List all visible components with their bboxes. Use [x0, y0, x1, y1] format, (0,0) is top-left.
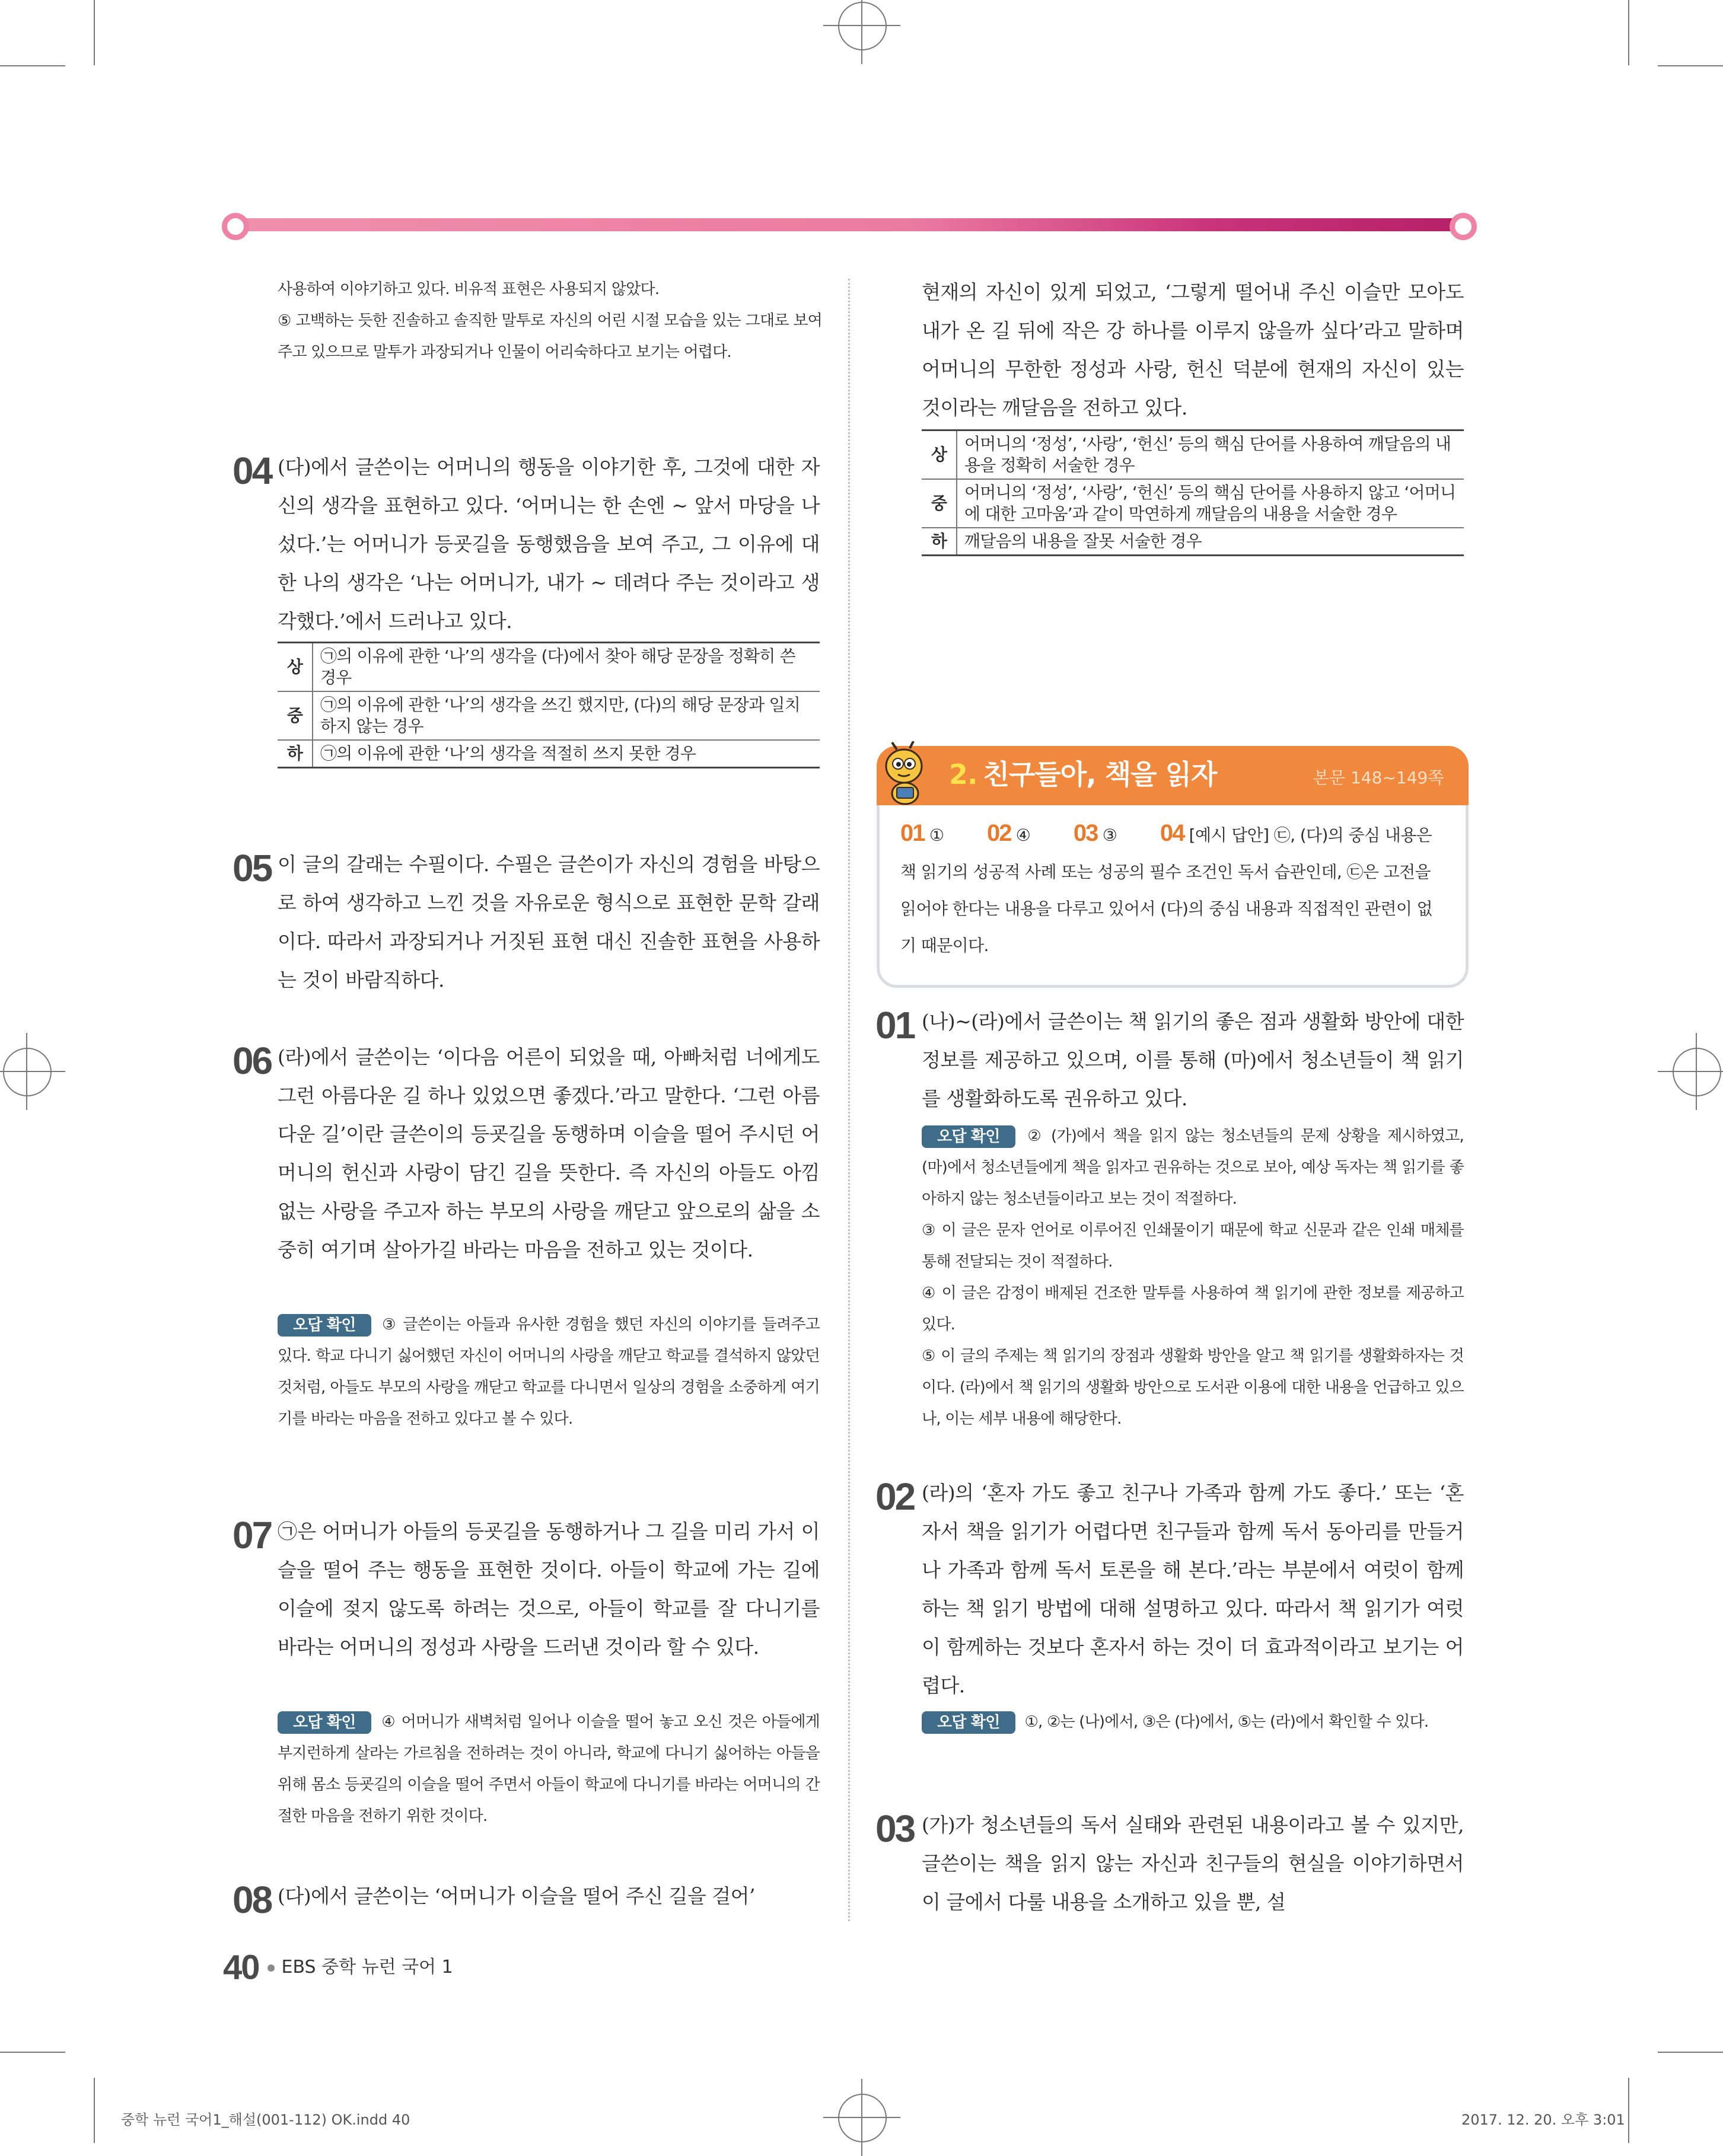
wrong-answer-text: ③ 글쓴이는 아들과 유사한 경험을 했던 자신의 이야기를 들려주고 있다. 학교 다니기 싫어했던 자신이 어머니의 사랑을 깨닫고 학교를 결석하지 않았던 것처럼, 아들도 부모의 사랑을 깨닫고 학교를 다니면서 일상의 경험을 소중하게 여기기를 바라는 마음을 전하고 있다고 볼 수 있다. — [278, 1316, 820, 1428]
answer-key-value: ① — [929, 825, 944, 845]
answer-text-06: (라)에서 글쓴이는 ‘이다음 어른이 되었을 때, 아빠처럼 너에게도 그런 아름다운 길 하나 있었으면 좋겠다.’라고 말한다. ‘그런 아름다운 길’이란 글쓴이의 등굣길을 동행하며 이슬을 떨어 주시던 어머니의 헌신과 사랑이 담긴 길을 뜻한다. 즉 자신의 아들도 아낌없는 사랑을 주고자 하는 부모의 사랑을 깨닫고 앞으로의 삶을 소중히 여기며 살아가길 바라는 마음을 전하고 있는 것이다. — [278, 1045, 820, 1261]
answer-key-number: 01 — [900, 820, 925, 846]
question-number-03: 03 — [875, 1807, 915, 1850]
footer-dot-icon — [267, 1964, 275, 1972]
crop-mark — [1658, 2052, 1723, 2053]
answer-text-07: ㉠은 어머니가 아들의 등굣길을 동행하거나 그 길을 미리 가서 이슬을 떨어 주는 행동을 표현한 것이다. 아들이 학교에 가는 길에 이슬에 젖지 않도록 하려는 것으로, 아들이 학교를 잘 다니기를 바라는 어머니의 정성과 사랑을 드러낸 것이라 할 수 있다. — [278, 1520, 820, 1659]
crop-mark — [0, 65, 65, 66]
mascot-icon — [879, 741, 936, 806]
section-title-text: 친구들아, 책을 읽자 — [983, 758, 1217, 790]
rubric-table-04 — [278, 642, 820, 768]
rubric-level: 중 — [278, 691, 313, 740]
wrong-answer-text: ③ 이 글은 문자 언어로 이루어진 인쇄물이기 때문에 학교 신문과 같은 인쇄 매체를 통해 전달되는 것이 적절하다. — [922, 1221, 1464, 1271]
question-number-02: 02 — [875, 1475, 915, 1518]
rubric-row — [922, 528, 1464, 556]
rubric-desc: 깨달음의 내용을 잘못 서술한 경우 — [957, 528, 1464, 556]
rubric-row — [278, 643, 820, 692]
registration-mark — [823, 2079, 900, 2156]
registration-mark — [1658, 1033, 1723, 1110]
continued-text: 현재의 자신이 있게 되었고, ‘그렇게 떨어내 주신 이슬만 모아도 내가 온 길 뒤에 작은 강 하나를 이루지 않을까 싶다’라고 말하며 어머니의 무한한 정성과 사랑, 헌신 덕분에 현재의 자신이 있는 것이라는 깨달음을 전하고 있다. — [922, 280, 1464, 419]
crop-mark — [94, 0, 95, 65]
wrong-answer-text: ④ 이 글은 감정이 배제된 건조한 말투를 사용하여 책 읽기에 관한 정보를 제공하고 있다. — [922, 1284, 1464, 1334]
wrong-answer-note-06 — [278, 1309, 820, 1435]
crop-mark — [1658, 65, 1723, 66]
answer-text-03: (가)가 청소년들의 독서 실태와 관련된 내용이라고 볼 수 있지만, 글쓴이는 책을 읽지 않는 자신과 친구들의 현실을 이야기하면서 이 글에서 다룰 내용을 소개하고 있을 뿐, 설 — [922, 1813, 1464, 1913]
section-answers — [900, 815, 1445, 964]
wrong-answer-text: ⑤ 이 글의 주제는 책 읽기의 장점과 생활화 방안을 알고 책 읽기를 생활화하자는 것이다. (라)에서 책 읽기의 생활화 방안으로 도서관 이용에 대한 내용을 언급하고 있으나, 이는 세부 내용에 해당한다. — [922, 1347, 1464, 1428]
answer-text-02: (라)의 ‘혼자 가도 좋고 친구나 가족과 함께 가도 좋다.’ 또는 ‘혼자서 책을 읽기가 어렵다면 친구들과 함께 독서 동아리를 만들거나 가족과 함께 독서 토론을 해 본다.’라는 부분에서 여럿이 함께 하는 책 읽기 방법에 대해 설명하고 있다. 따라서 책 읽기가 여럿이 함께하는 것보다 혼자서 하는 것이 더 효과적이라고 보기는 어렵다. — [922, 1481, 1464, 1697]
wrong-answer-text: ④ 어머니가 새벽처럼 일어나 이슬을 떨어 놓고 오신 것은 아들에게 부지런하게 살라는 가르침을 전하려는 것이 아니라, 학교에 다니기 싫어하는 아들을 위해 몸소 등굣길의 이슬을 떨어 주면서 아들이 학교에 다니기를 바라는 어머니의 간절한 마음을 전하기 위한 것이다. — [278, 1713, 820, 1825]
crop-mark — [1628, 2078, 1629, 2143]
rubric-level: 하 — [922, 528, 957, 556]
wrong-answer-note-02 — [922, 1707, 1464, 1738]
intro-line-1: 사용하여 이야기하고 있다. 비유적 표현은 사용되지 않았다. — [278, 280, 660, 298]
rubric-table-03 — [922, 429, 1464, 556]
rubric-row — [922, 430, 1464, 480]
question-number-01: 01 — [875, 1004, 915, 1047]
section-title — [949, 754, 1216, 795]
answer-key-number: 04 — [1160, 820, 1184, 846]
crop-mark — [0, 2052, 65, 2053]
answer-key-value: ④ — [1015, 825, 1031, 845]
question-number-07: 07 — [233, 1514, 272, 1557]
crop-mark — [94, 2078, 95, 2143]
rubric-row — [278, 691, 820, 740]
rubric-desc: ㉠의 이유에 관한 ‘나’의 생각을 (다)에서 찾아 해당 문장을 정확히 쓴 경우 — [313, 643, 820, 692]
rubric-desc: ㉠의 이유에 관한 ‘나’의 생각을 적절히 쓰지 못한 경우 — [313, 740, 820, 768]
rubric-desc: 어머니의 ‘정성’, ‘사랑’, ‘헌신’ 등의 핵심 단어를 사용하여 깨달음의 내용을 정확히 서술한 경우 — [957, 430, 1464, 480]
rubric-row — [922, 479, 1464, 528]
wrong-answer-badge: 오답 확인 — [278, 1314, 371, 1337]
page-footer — [223, 1950, 453, 1986]
wrong-answer-badge: 오답 확인 — [922, 1711, 1015, 1734]
wrong-answer-note-01 — [922, 1121, 1464, 1435]
book-title: EBS 중학 뉴런 국어 1 — [281, 1957, 453, 1978]
column-divider — [848, 279, 850, 1921]
rubric-level: 중 — [922, 479, 957, 528]
rubric-row — [278, 740, 820, 768]
header-bar-right-dot — [1450, 213, 1477, 240]
print-slug-date: 2017. 12. 20. 오후 3:01 — [1461, 2112, 1625, 2128]
wrong-answer-note-07 — [278, 1707, 820, 1832]
rubric-level: 상 — [278, 643, 313, 692]
header-bar — [230, 218, 1469, 231]
question-number-05: 05 — [233, 847, 272, 889]
answer-text-05: 이 글의 갈래는 수필이다. 수필은 글쓴이가 자신의 경험을 바탕으로 하여 생각하고 느낀 것을 자유로운 형식으로 표현한 문학 갈래이다. 따라서 과장되거나 거짓된 표현 대신 진솔한 표현을 사용하는 것이 바람직하다. — [278, 853, 820, 991]
crop-mark — [1628, 0, 1629, 65]
rubric-desc: ㉠의 이유에 관한 ‘나’의 생각을 쓰긴 했지만, (다)의 해당 문장과 일치하지 않는 경우 — [313, 691, 820, 740]
print-slug-file: 중학 뉴런 국어1_해설(001-112) OK.indd 40 — [121, 2112, 410, 2128]
question-number-04: 04 — [233, 449, 272, 492]
section-page-ref: 본문 148~149쪽 — [1313, 768, 1444, 787]
rubric-desc: 어머니의 ‘정성’, ‘사랑’, ‘헌신’ 등의 핵심 단어를 사용하지 않고 ‘어머니에 대한 고마움’과 같이 막연하게 깨달음의 내용을 서술한 경우 — [957, 479, 1464, 528]
wrong-answer-text: ①, ②는 (나)에서, ③은 (다)에서, ⑤는 (라)에서 확인할 수 있다. — [1024, 1713, 1429, 1731]
answer-key-value: ③ — [1102, 825, 1117, 845]
wrong-answer-badge: 오답 확인 — [922, 1125, 1015, 1148]
wrong-answer-text: ② (가)에서 책을 읽지 않는 청소년들의 문제 상황을 제시하였고, (마)에서 청소년들에게 책을 읽자고 권유하는 것으로 보아, 예상 독자는 책 읽기를 좋아하지 않는 청소년들이라고 보는 것이 적절하다. — [922, 1127, 1464, 1208]
header-bar-left-dot — [222, 213, 249, 240]
rubric-level: 하 — [278, 740, 313, 768]
answer-key-value: [예시 답안] ㉢, (다)의 중심 내용은 책 읽기의 성공적 사례 또는 성공의 필수 조건인 독서 습관인데, ㉢은 고전을 읽어야 한다는 내용을 다루고 있어서 (다)의 중심 내용과 직접적인 관련이 없기 때문이다. — [900, 825, 1433, 955]
section-number: 2. — [949, 758, 977, 790]
rubric-level: 상 — [922, 430, 957, 480]
answer-key-number: 03 — [1073, 820, 1098, 846]
answer-text-04: (다)에서 글쓴이는 어머니의 행동을 이야기한 후, 그것에 대한 자신의 생각을 표현하고 있다. ‘어머니는 한 손엔 ~ 앞서 마당을 나섰다.’는 어머니가 등굣길을 동행했음을 보여 주고, 그 이유에 대한 나의 생각은 ‘나는 어머니가, 내가 ~ 데려다 주는 것이라고 생각했다.’에서 드러나고 있다. — [278, 455, 820, 633]
registration-mark — [0, 1033, 65, 1110]
intro-line-2: ⑤ 고백하는 듯한 진솔하고 솔직한 말투로 자신의 어린 시절 모습을 있는 그대로 보여 주고 있으므로 말투가 과장되거나 인물이 어리숙하다고 보기는 어렵다. — [278, 312, 822, 361]
answer-key-number: 02 — [986, 820, 1011, 846]
answer-text-08: (다)에서 글쓴이는 ‘어머니가 이슬을 떨어 주신 길을 걸어’ — [278, 1884, 755, 1908]
answer-text-01: (나)~(라)에서 글쓴이는 책 읽기의 좋은 점과 생활화 방안에 대한 정보를 제공하고 있으며, 이를 통해 (마)에서 청소년들이 책 읽기를 생활화하도록 권유하고 있다. — [922, 1010, 1464, 1110]
question-number-08: 08 — [233, 1878, 272, 1921]
wrong-answer-badge: 오답 확인 — [278, 1711, 371, 1734]
page-number: 40 — [223, 1948, 259, 1987]
question-number-06: 06 — [233, 1039, 272, 1082]
registration-mark — [823, 0, 900, 64]
